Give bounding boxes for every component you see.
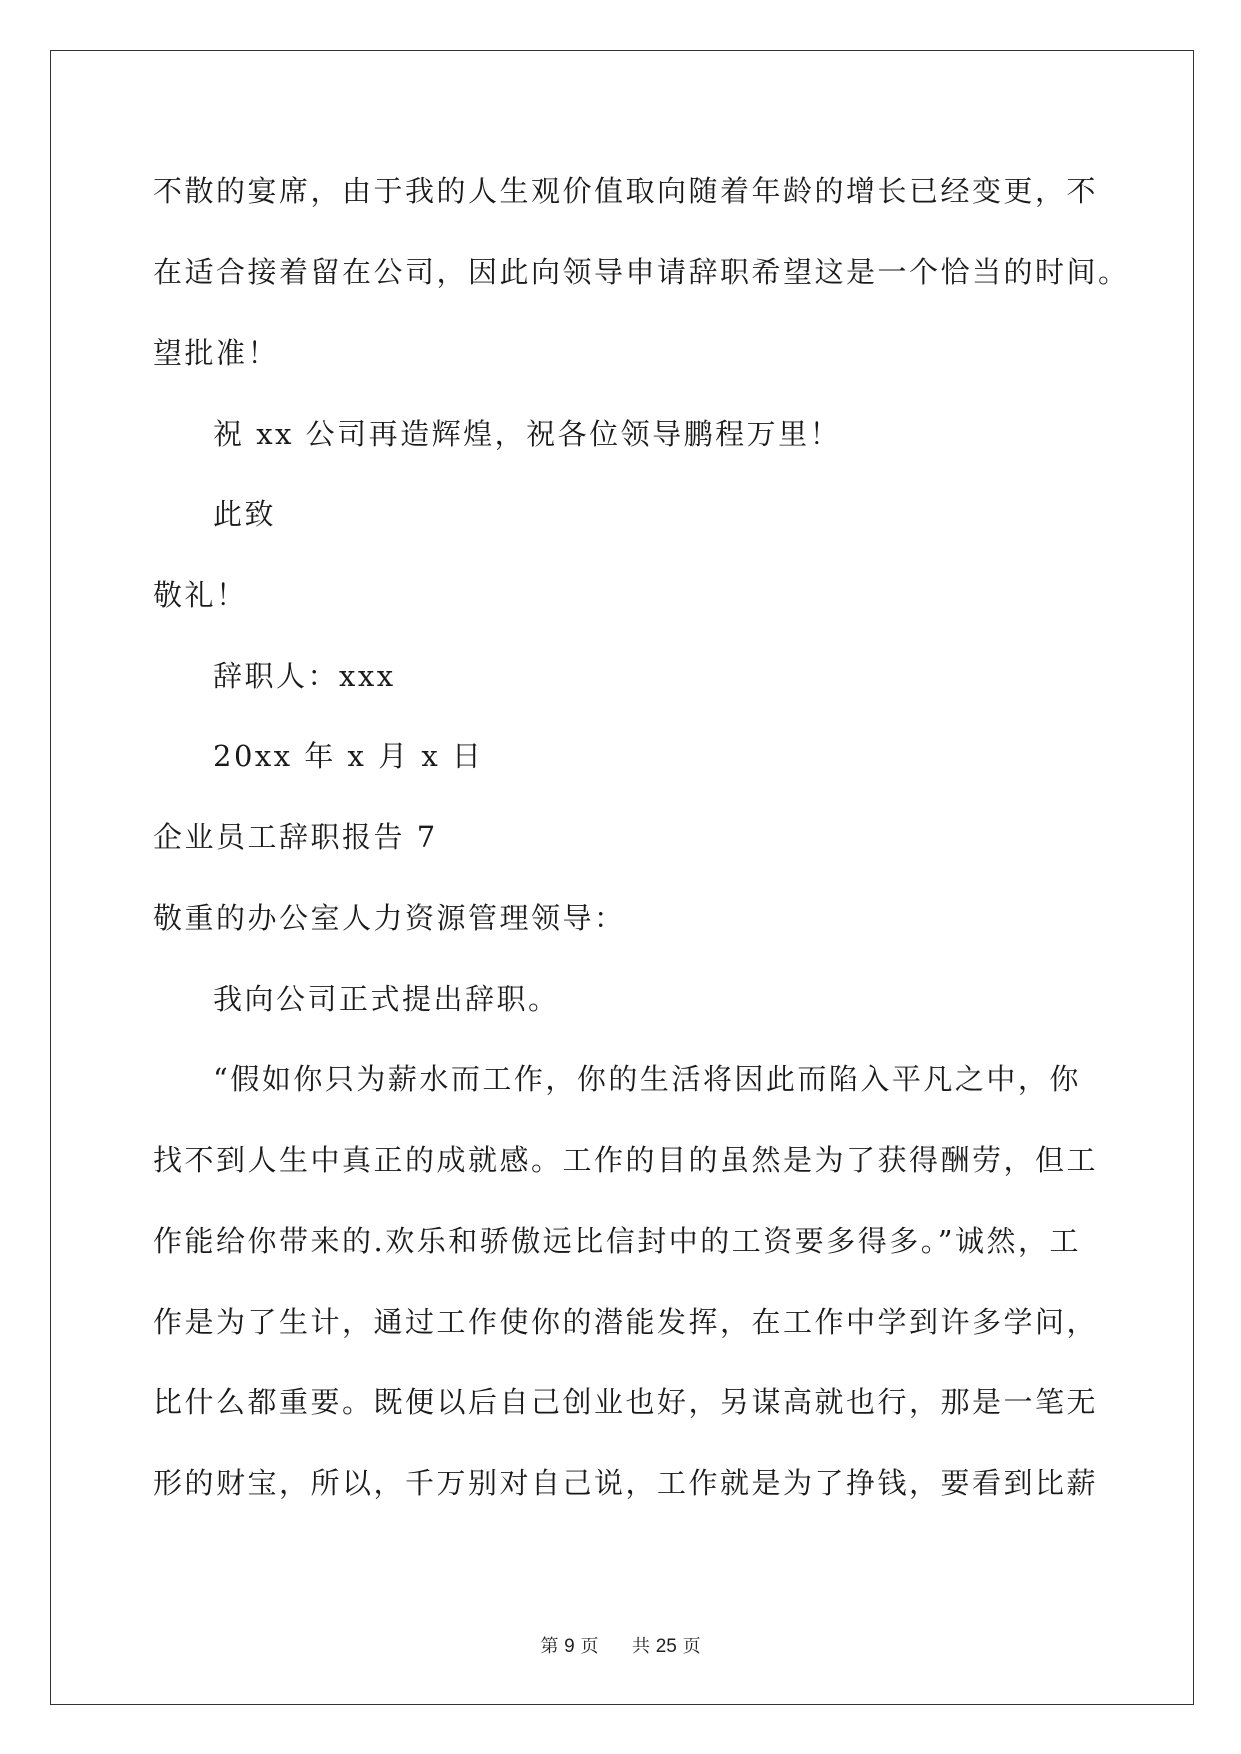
signature-date: 20xx 年 x 月 x 日 xyxy=(213,739,484,773)
section-heading: 企业员工辞职报告 7 xyxy=(153,820,438,854)
body-line-10: 比什么都重要。既便以后自己创业也好，另谋高就也行，那是一笔无 xyxy=(153,1385,1099,1419)
page-border xyxy=(50,50,1194,1705)
body-line-3: 望批准！ xyxy=(153,336,280,370)
body-line-6: “假如你只为薪水而工作，你的生活将因此而陷入平凡之中，你 xyxy=(213,1062,1081,1096)
page-footer xyxy=(0,1635,1241,1659)
body-line-5: 我向公司正式提出辞职。 xyxy=(213,982,560,1016)
signature-name: 辞职人：xxx xyxy=(213,659,396,693)
body-line-2: 在适合接着留在公司，因此向领导申请辞职希望这是一个恰当的时间。 xyxy=(153,255,1130,289)
closing-regards: 敬礼！ xyxy=(153,578,248,612)
body-line-4: 祝 xx 公司再造辉煌，祝各位领导鹏程万里！ xyxy=(213,417,842,451)
body-line-1: 不散的宴席，由于我的人生观价值取向随着年龄的增长已经变更，不 xyxy=(153,174,1099,208)
page-suffix: 页 xyxy=(580,1636,599,1657)
letter-greeting: 敬重的办公室人力资源管理领导： xyxy=(153,901,626,935)
page-prefix: 第 xyxy=(540,1636,559,1657)
body-line-11: 形的财宝，所以，千万别对自己说，工作就是为了挣钱，要看到比薪 xyxy=(153,1466,1099,1500)
total-prefix: 共 xyxy=(631,1636,650,1657)
page-total-number: 25 xyxy=(655,1636,677,1657)
body-line-8: 作能给你带来的.欢乐和骄傲远比信封中的工资要多得多。”诚然，工 xyxy=(153,1224,1082,1258)
total-suffix: 页 xyxy=(682,1636,701,1657)
body-line-9: 作是为了生计，通过工作使你的潜能发挥，在工作中学到许多学问， xyxy=(153,1305,1099,1339)
closing-salutation: 此致 xyxy=(213,497,277,531)
body-line-7: 找不到人生中真正的成就感。工作的目的虽然是为了获得酬劳，但工 xyxy=(153,1143,1099,1177)
page-current-number: 9 xyxy=(564,1636,575,1657)
